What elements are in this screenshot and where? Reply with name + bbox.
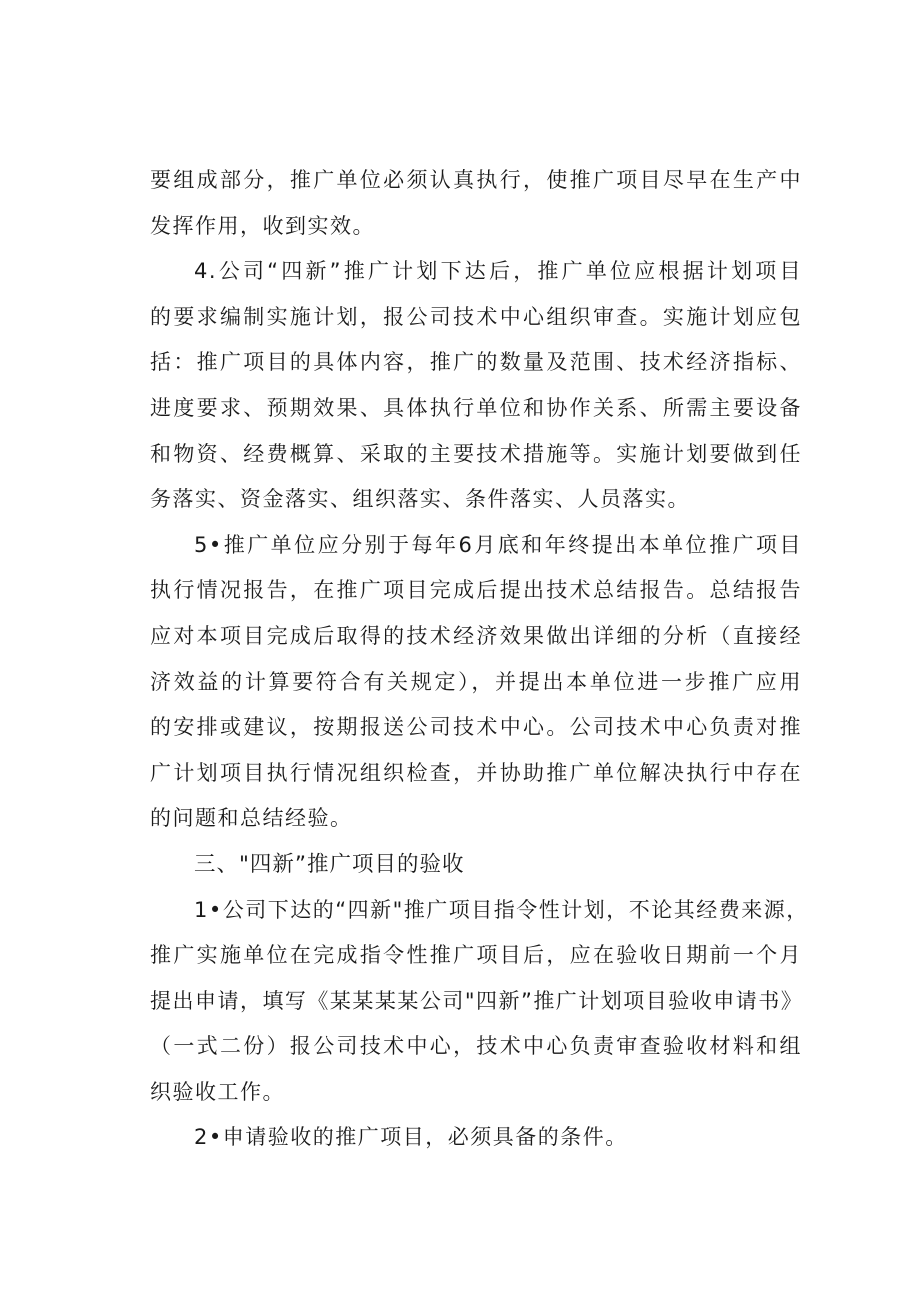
text-line: 应对本项目完成后取得的技术经济效果做出详细的分析（直接经 — [150, 623, 802, 648]
section-heading: 三、"四新”推广项目的验收 — [194, 851, 465, 877]
document-page — [150, 158, 809, 1161]
text-line: 进度要求、预期效果、具体执行单位和协作关系、所需主要设备 — [150, 395, 802, 420]
text-line: 要组成部分，推广单位必须认真执行，使推广项目尽早在生产中 — [150, 168, 802, 192]
text-line: 务落实、资金落实、组织落实、条件落实、人员落实。 — [150, 487, 690, 512]
paragraph-section3-item-2 — [150, 1115, 802, 1161]
text-line: 2•申请验收的推广项目，必须具备的条件。 — [194, 1125, 628, 1150]
text-line: 的安排或建议，按期报送公司技术中心。公司技术中心负责对推 — [150, 715, 802, 740]
text-line: 4.公司“四新”推广计划下达后，推广单位应根据计划项目 — [194, 259, 802, 284]
text-line: 的问题和总结经验。 — [150, 806, 353, 831]
text-line: 织验收工作。 — [150, 1079, 285, 1104]
text-line: 广计划项目执行情况组织检查，并协助推广单位解决执行中存在 — [150, 760, 802, 785]
text-line: 和物资、经费概算、采取的主要技术措施等。实施计划要做到任 — [150, 441, 802, 466]
text-line: （一式二份）报公司技术中心，技术中心负责审查验收材料和组 — [150, 1034, 802, 1059]
text-line: 5•推广单位应分别于每年6月底和年终提出本单位推广项目 — [194, 532, 802, 557]
text-line: 推广实施单位在完成指令性推广项目后，应在验收日期前一个月 — [150, 943, 802, 968]
paragraph-item-5 — [150, 523, 802, 842]
text-line: 1•公司下达的“四新"推广项目指令性计划，不论其经费来源， — [194, 897, 809, 922]
text-line: 发挥作用，收到实效。 — [150, 213, 375, 238]
text-line: 的要求编制实施计划，报公司技术中心组织审查。实施计划应包 — [150, 304, 802, 329]
text-line: 济效益的计算要符合有关规定），并提出本单位进一步推广应用 — [150, 669, 802, 694]
paragraph-continuation — [150, 158, 802, 249]
paragraph-item-4 — [150, 249, 802, 523]
text-line: 括：推广项目的具体内容，推广的数量及范围、技术经济指标、 — [150, 350, 802, 375]
text-line: 执行情况报告，在推广项目完成后提出技术总结报告。总结报告 — [150, 578, 802, 603]
paragraph-section3-item-1 — [150, 888, 809, 1116]
text-line: 提出申请，填写《某某某某公司"四新”推广计划项目验收申请书》 — [150, 988, 802, 1013]
